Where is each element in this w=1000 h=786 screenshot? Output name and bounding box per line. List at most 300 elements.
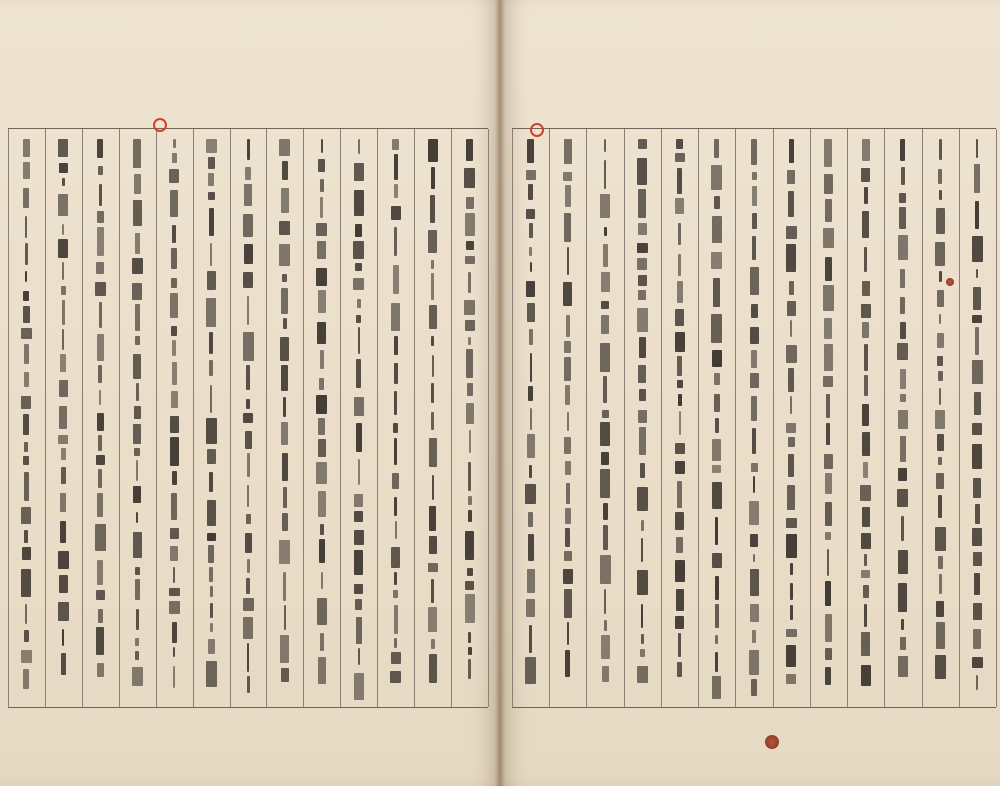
ink-stroke <box>567 247 569 275</box>
ink-stroke <box>135 651 139 660</box>
ink-stroke <box>638 275 647 286</box>
ink-stroke <box>711 252 722 269</box>
ink-stroke <box>715 604 719 628</box>
ink-stroke <box>394 184 398 198</box>
ink-stroke <box>281 188 289 213</box>
ink-stroke <box>563 569 573 584</box>
ink-stroke <box>752 213 757 229</box>
ink-stroke <box>135 336 140 345</box>
ink-stroke <box>280 635 289 663</box>
ink-stroke <box>750 569 759 596</box>
ink-stroke <box>786 244 796 272</box>
ink-stroke <box>208 545 214 563</box>
ink-stroke <box>973 552 982 566</box>
ink-stroke <box>600 343 610 372</box>
ink-stroke <box>25 604 27 624</box>
ink-stroke <box>353 278 364 290</box>
red-circle-mark <box>530 123 544 137</box>
ink-stroke <box>565 461 571 475</box>
ink-stroke <box>210 385 212 413</box>
ink-stroke <box>601 272 610 292</box>
ink-stroke <box>282 453 288 481</box>
ink-stroke <box>24 372 29 387</box>
ink-stroke <box>752 428 756 454</box>
ink-stroke <box>788 454 794 477</box>
ink-stroke <box>787 301 796 316</box>
ink-stroke <box>429 654 437 683</box>
ink-stroke <box>170 437 179 466</box>
ink-stroke <box>897 343 908 360</box>
ink-stroke <box>715 635 718 644</box>
ink-stroke <box>169 601 180 614</box>
handwritten-text-column <box>343 135 375 701</box>
ink-stroke <box>712 350 722 367</box>
ink-stroke <box>936 601 944 617</box>
handwritten-text-column <box>306 135 338 701</box>
ink-stroke <box>715 517 718 545</box>
ink-stroke <box>752 172 757 180</box>
ink-stroke <box>675 198 684 214</box>
ink-stroke <box>21 650 32 663</box>
ink-stroke <box>939 314 941 324</box>
ink-stroke <box>786 518 797 528</box>
column-ruling <box>8 129 9 707</box>
ink-stroke <box>279 540 290 564</box>
ink-stroke <box>465 531 474 560</box>
ink-stroke <box>677 356 682 376</box>
ink-stroke <box>937 333 944 348</box>
ink-stroke <box>316 268 327 286</box>
ink-stroke <box>641 538 643 562</box>
ink-stroke <box>318 657 326 684</box>
ink-stroke <box>172 153 177 163</box>
ink-stroke <box>58 602 69 621</box>
ink-stroke <box>861 632 870 656</box>
ink-stroke <box>172 225 176 243</box>
ink-stroke <box>134 448 140 456</box>
ink-stroke <box>96 627 104 655</box>
ink-stroke <box>641 634 644 644</box>
ink-stroke <box>428 607 437 632</box>
ink-stroke <box>207 500 216 526</box>
ink-stroke <box>283 487 287 508</box>
ink-stroke <box>751 463 758 472</box>
ink-stroke <box>600 194 610 218</box>
ink-stroke <box>208 192 215 200</box>
left-text-frame <box>8 128 488 708</box>
ink-stroke <box>898 550 908 574</box>
ink-stroke <box>638 290 646 300</box>
ink-stroke <box>939 574 942 594</box>
ink-stroke <box>208 157 215 169</box>
ink-stroke <box>751 139 757 165</box>
ink-stroke <box>358 459 360 485</box>
ink-stroke <box>789 139 794 163</box>
ink-stroke <box>861 304 871 318</box>
ink-stroke <box>467 568 473 576</box>
ink-stroke <box>136 512 138 523</box>
ink-stroke <box>862 507 870 527</box>
ink-stroke <box>391 206 401 220</box>
ink-stroke <box>245 167 251 180</box>
ink-stroke <box>317 598 327 625</box>
ink-stroke <box>173 139 176 148</box>
ink-stroke <box>62 178 65 186</box>
ink-stroke <box>209 472 213 492</box>
ink-stroke <box>354 673 364 700</box>
ink-stroke <box>246 399 250 409</box>
ink-stroke <box>529 247 532 256</box>
ink-stroke <box>937 356 943 366</box>
ink-stroke <box>320 179 324 192</box>
ink-stroke <box>526 281 535 297</box>
ink-stroke <box>281 365 288 391</box>
ink-stroke <box>247 139 250 160</box>
ink-stroke <box>975 327 979 355</box>
ink-stroke <box>356 315 361 323</box>
ink-stroke <box>468 462 471 491</box>
ink-stroke <box>283 572 286 601</box>
ink-stroke <box>279 244 290 266</box>
ink-stroke <box>900 394 906 402</box>
ink-stroke <box>864 554 867 566</box>
ink-stroke <box>528 534 534 561</box>
ink-stroke <box>825 532 831 540</box>
ink-stroke <box>676 589 684 611</box>
ink-stroke <box>171 278 177 288</box>
ink-stroke <box>390 671 401 683</box>
ink-stroke <box>283 397 286 417</box>
ink-stroke <box>529 223 533 238</box>
ink-stroke <box>173 567 175 583</box>
ink-stroke <box>714 196 720 209</box>
ink-stroke <box>353 241 364 259</box>
ink-stroke <box>565 650 570 677</box>
ink-stroke <box>639 389 646 401</box>
ink-stroke <box>900 637 906 650</box>
handwritten-text-column <box>10 135 42 701</box>
ink-stroke <box>318 418 325 435</box>
ink-stroke <box>530 262 532 272</box>
ink-stroke <box>901 516 904 541</box>
handwritten-text-column <box>701 135 733 701</box>
handwritten-text-column <box>195 135 227 701</box>
ink-stroke <box>603 503 608 520</box>
ink-stroke <box>638 223 647 235</box>
ink-stroke <box>825 648 832 660</box>
ink-stroke <box>937 290 944 307</box>
ink-stroke <box>135 304 140 331</box>
ink-stroke <box>528 386 533 401</box>
ink-stroke <box>638 365 646 383</box>
ink-stroke <box>279 139 290 156</box>
ink-stroke <box>429 536 437 554</box>
ink-stroke <box>790 320 792 337</box>
ink-stroke <box>354 530 364 545</box>
ink-stroke <box>525 484 536 504</box>
ink-stroke <box>173 647 175 657</box>
column-ruling <box>773 129 774 707</box>
column-ruling <box>303 129 304 707</box>
ink-stroke <box>246 578 250 594</box>
ink-stroke <box>58 239 68 258</box>
ink-stroke <box>786 345 797 363</box>
column-ruling <box>512 129 513 707</box>
ink-stroke <box>565 528 570 547</box>
ink-stroke <box>901 619 904 630</box>
ink-stroke <box>318 491 326 517</box>
ink-stroke <box>97 413 104 431</box>
ink-stroke <box>23 162 30 179</box>
ink-stroke <box>975 201 979 229</box>
ink-stroke <box>790 583 793 600</box>
ink-stroke <box>135 638 139 646</box>
ink-stroke <box>279 221 290 235</box>
ink-stroke <box>601 315 609 334</box>
ink-stroke <box>675 512 684 530</box>
ink-stroke <box>392 139 399 150</box>
ink-stroke <box>638 139 647 149</box>
ink-stroke <box>787 170 795 184</box>
ink-stroke <box>465 256 475 264</box>
ink-stroke <box>208 639 215 654</box>
ink-stroke <box>136 609 139 630</box>
ink-stroke <box>751 396 757 421</box>
ink-stroke <box>468 632 471 643</box>
ink-stroke <box>431 273 434 300</box>
ink-stroke <box>394 438 397 465</box>
ink-stroke <box>96 262 104 274</box>
ink-stroke <box>431 383 434 403</box>
handwritten-text-column <box>515 135 547 701</box>
handwritten-text-column <box>454 135 486 701</box>
ink-stroke <box>58 551 69 569</box>
ink-stroke <box>282 161 288 180</box>
ink-stroke <box>824 139 832 167</box>
ink-stroke <box>935 655 946 679</box>
ink-stroke <box>715 652 718 672</box>
ink-stroke <box>898 468 907 481</box>
ink-stroke <box>563 172 572 181</box>
ink-stroke <box>826 423 830 445</box>
ink-stroke <box>639 337 646 358</box>
ink-stroke <box>357 299 361 308</box>
column-ruling <box>698 129 699 707</box>
ink-stroke <box>637 666 648 683</box>
ink-stroke <box>98 166 103 175</box>
ink-stroke <box>245 533 252 553</box>
ink-stroke <box>391 652 401 664</box>
ink-stroke <box>603 525 608 550</box>
ink-stroke <box>864 344 868 371</box>
ink-stroke <box>320 197 323 218</box>
ink-stroke <box>675 332 685 352</box>
ink-stroke <box>391 547 400 568</box>
ink-stroke <box>468 659 471 679</box>
ink-stroke <box>468 647 472 655</box>
ink-stroke <box>25 216 27 238</box>
ink-stroke <box>430 195 435 223</box>
ink-stroke <box>637 570 648 595</box>
ink-stroke <box>864 247 867 272</box>
ink-stroke <box>21 396 31 409</box>
ink-stroke <box>62 329 64 350</box>
ink-stroke <box>936 208 945 234</box>
ink-stroke <box>172 340 176 356</box>
ink-stroke <box>356 617 362 644</box>
ink-stroke <box>59 380 68 397</box>
ink-stroke <box>467 383 473 396</box>
ink-stroke <box>530 353 532 382</box>
ink-stroke <box>714 373 720 385</box>
ink-stroke <box>62 262 64 280</box>
ink-stroke <box>675 461 685 474</box>
ink-stroke <box>604 160 606 189</box>
ink-stroke <box>637 258 647 270</box>
ink-stroke <box>394 638 397 648</box>
ink-stroke <box>169 169 179 183</box>
ink-stroke <box>23 291 29 301</box>
ink-stroke <box>281 288 288 314</box>
ink-stroke <box>95 282 106 296</box>
ink-stroke <box>714 139 719 158</box>
ink-stroke <box>23 139 30 157</box>
ink-stroke <box>974 392 981 415</box>
ink-stroke <box>824 344 833 371</box>
ink-stroke <box>976 139 978 158</box>
ink-stroke <box>172 362 177 385</box>
ink-stroke <box>171 326 177 336</box>
ink-stroke <box>136 460 138 481</box>
ink-stroke <box>712 482 722 509</box>
ink-stroke <box>937 434 944 451</box>
ink-stroke <box>243 272 253 288</box>
handwritten-text-column <box>552 135 584 701</box>
ink-stroke <box>712 439 721 461</box>
ink-stroke <box>604 620 607 631</box>
ink-stroke <box>62 300 65 325</box>
ink-stroke <box>752 630 756 643</box>
ink-stroke <box>206 139 217 153</box>
ink-stroke <box>864 187 868 204</box>
ink-stroke <box>95 524 106 551</box>
ink-stroke <box>96 590 105 600</box>
ink-stroke <box>600 555 611 584</box>
ink-stroke <box>171 391 178 408</box>
ink-stroke <box>676 537 683 553</box>
right-text-frame <box>512 128 996 708</box>
handwritten-text-column <box>589 135 621 701</box>
ink-stroke <box>641 604 643 628</box>
ink-stroke <box>529 329 533 345</box>
handwritten-text-column <box>84 135 116 701</box>
ink-stroke <box>98 609 103 623</box>
ink-stroke <box>898 235 908 260</box>
ink-stroke <box>604 227 607 236</box>
ink-stroke <box>171 248 177 269</box>
handwritten-text-column <box>232 135 264 701</box>
ink-stroke <box>133 424 141 444</box>
ink-stroke <box>22 547 31 560</box>
column-ruling <box>959 129 960 707</box>
ink-stroke <box>465 581 474 590</box>
ink-stroke <box>466 403 474 424</box>
ink-stroke <box>750 534 758 547</box>
ink-stroke <box>431 579 434 603</box>
ink-stroke <box>603 244 608 267</box>
ink-stroke <box>210 623 213 632</box>
ink-stroke <box>751 304 758 318</box>
handwritten-text-column <box>850 135 882 701</box>
ink-stroke <box>358 648 360 665</box>
ink-stroke <box>432 475 434 500</box>
ink-stroke <box>97 227 104 256</box>
ink-stroke <box>61 653 66 675</box>
ink-stroke <box>786 645 796 667</box>
ink-stroke <box>468 337 471 345</box>
ink-stroke <box>604 139 606 152</box>
ink-stroke <box>394 363 398 384</box>
ink-stroke <box>208 173 214 186</box>
ink-stroke <box>465 320 475 331</box>
ink-stroke <box>466 349 473 378</box>
ink-stroke <box>23 306 30 323</box>
ink-stroke <box>750 373 759 388</box>
ink-stroke <box>974 573 980 595</box>
ink-stroke <box>825 667 831 685</box>
ink-stroke <box>60 354 66 372</box>
ink-stroke <box>753 554 755 562</box>
ink-stroke <box>98 435 102 451</box>
ink-stroke <box>97 334 104 361</box>
red-dot-mark <box>946 278 954 286</box>
ink-stroke <box>98 469 102 488</box>
ink-stroke <box>24 344 29 364</box>
ink-stroke <box>98 365 102 383</box>
ink-stroke <box>972 444 982 469</box>
ink-stroke <box>601 452 609 465</box>
ink-stroke <box>637 487 648 511</box>
ink-stroke <box>282 513 288 531</box>
ink-stroke <box>675 309 684 326</box>
ink-stroke <box>860 485 871 501</box>
ink-stroke <box>713 278 720 307</box>
ink-stroke <box>711 165 722 190</box>
ink-stroke <box>243 332 254 361</box>
ink-stroke <box>428 563 438 572</box>
ink-stroke <box>863 585 869 598</box>
ink-stroke <box>97 211 104 223</box>
ink-stroke <box>393 590 398 598</box>
handwritten-text-column <box>158 135 190 701</box>
ink-stroke <box>354 550 363 575</box>
ink-stroke <box>900 369 906 389</box>
ink-stroke <box>863 462 868 478</box>
ink-stroke <box>898 583 907 612</box>
ink-stroke <box>394 154 398 180</box>
ink-stroke <box>637 158 647 185</box>
ink-stroke <box>209 332 213 354</box>
ink-stroke <box>975 504 980 524</box>
ink-stroke <box>135 233 140 254</box>
handwritten-text-column <box>47 135 79 701</box>
ink-stroke <box>936 473 944 489</box>
ink-stroke <box>678 394 682 406</box>
ink-stroke <box>601 635 610 659</box>
ink-stroke <box>431 639 435 649</box>
ink-stroke <box>170 416 179 433</box>
ink-stroke <box>134 174 141 194</box>
